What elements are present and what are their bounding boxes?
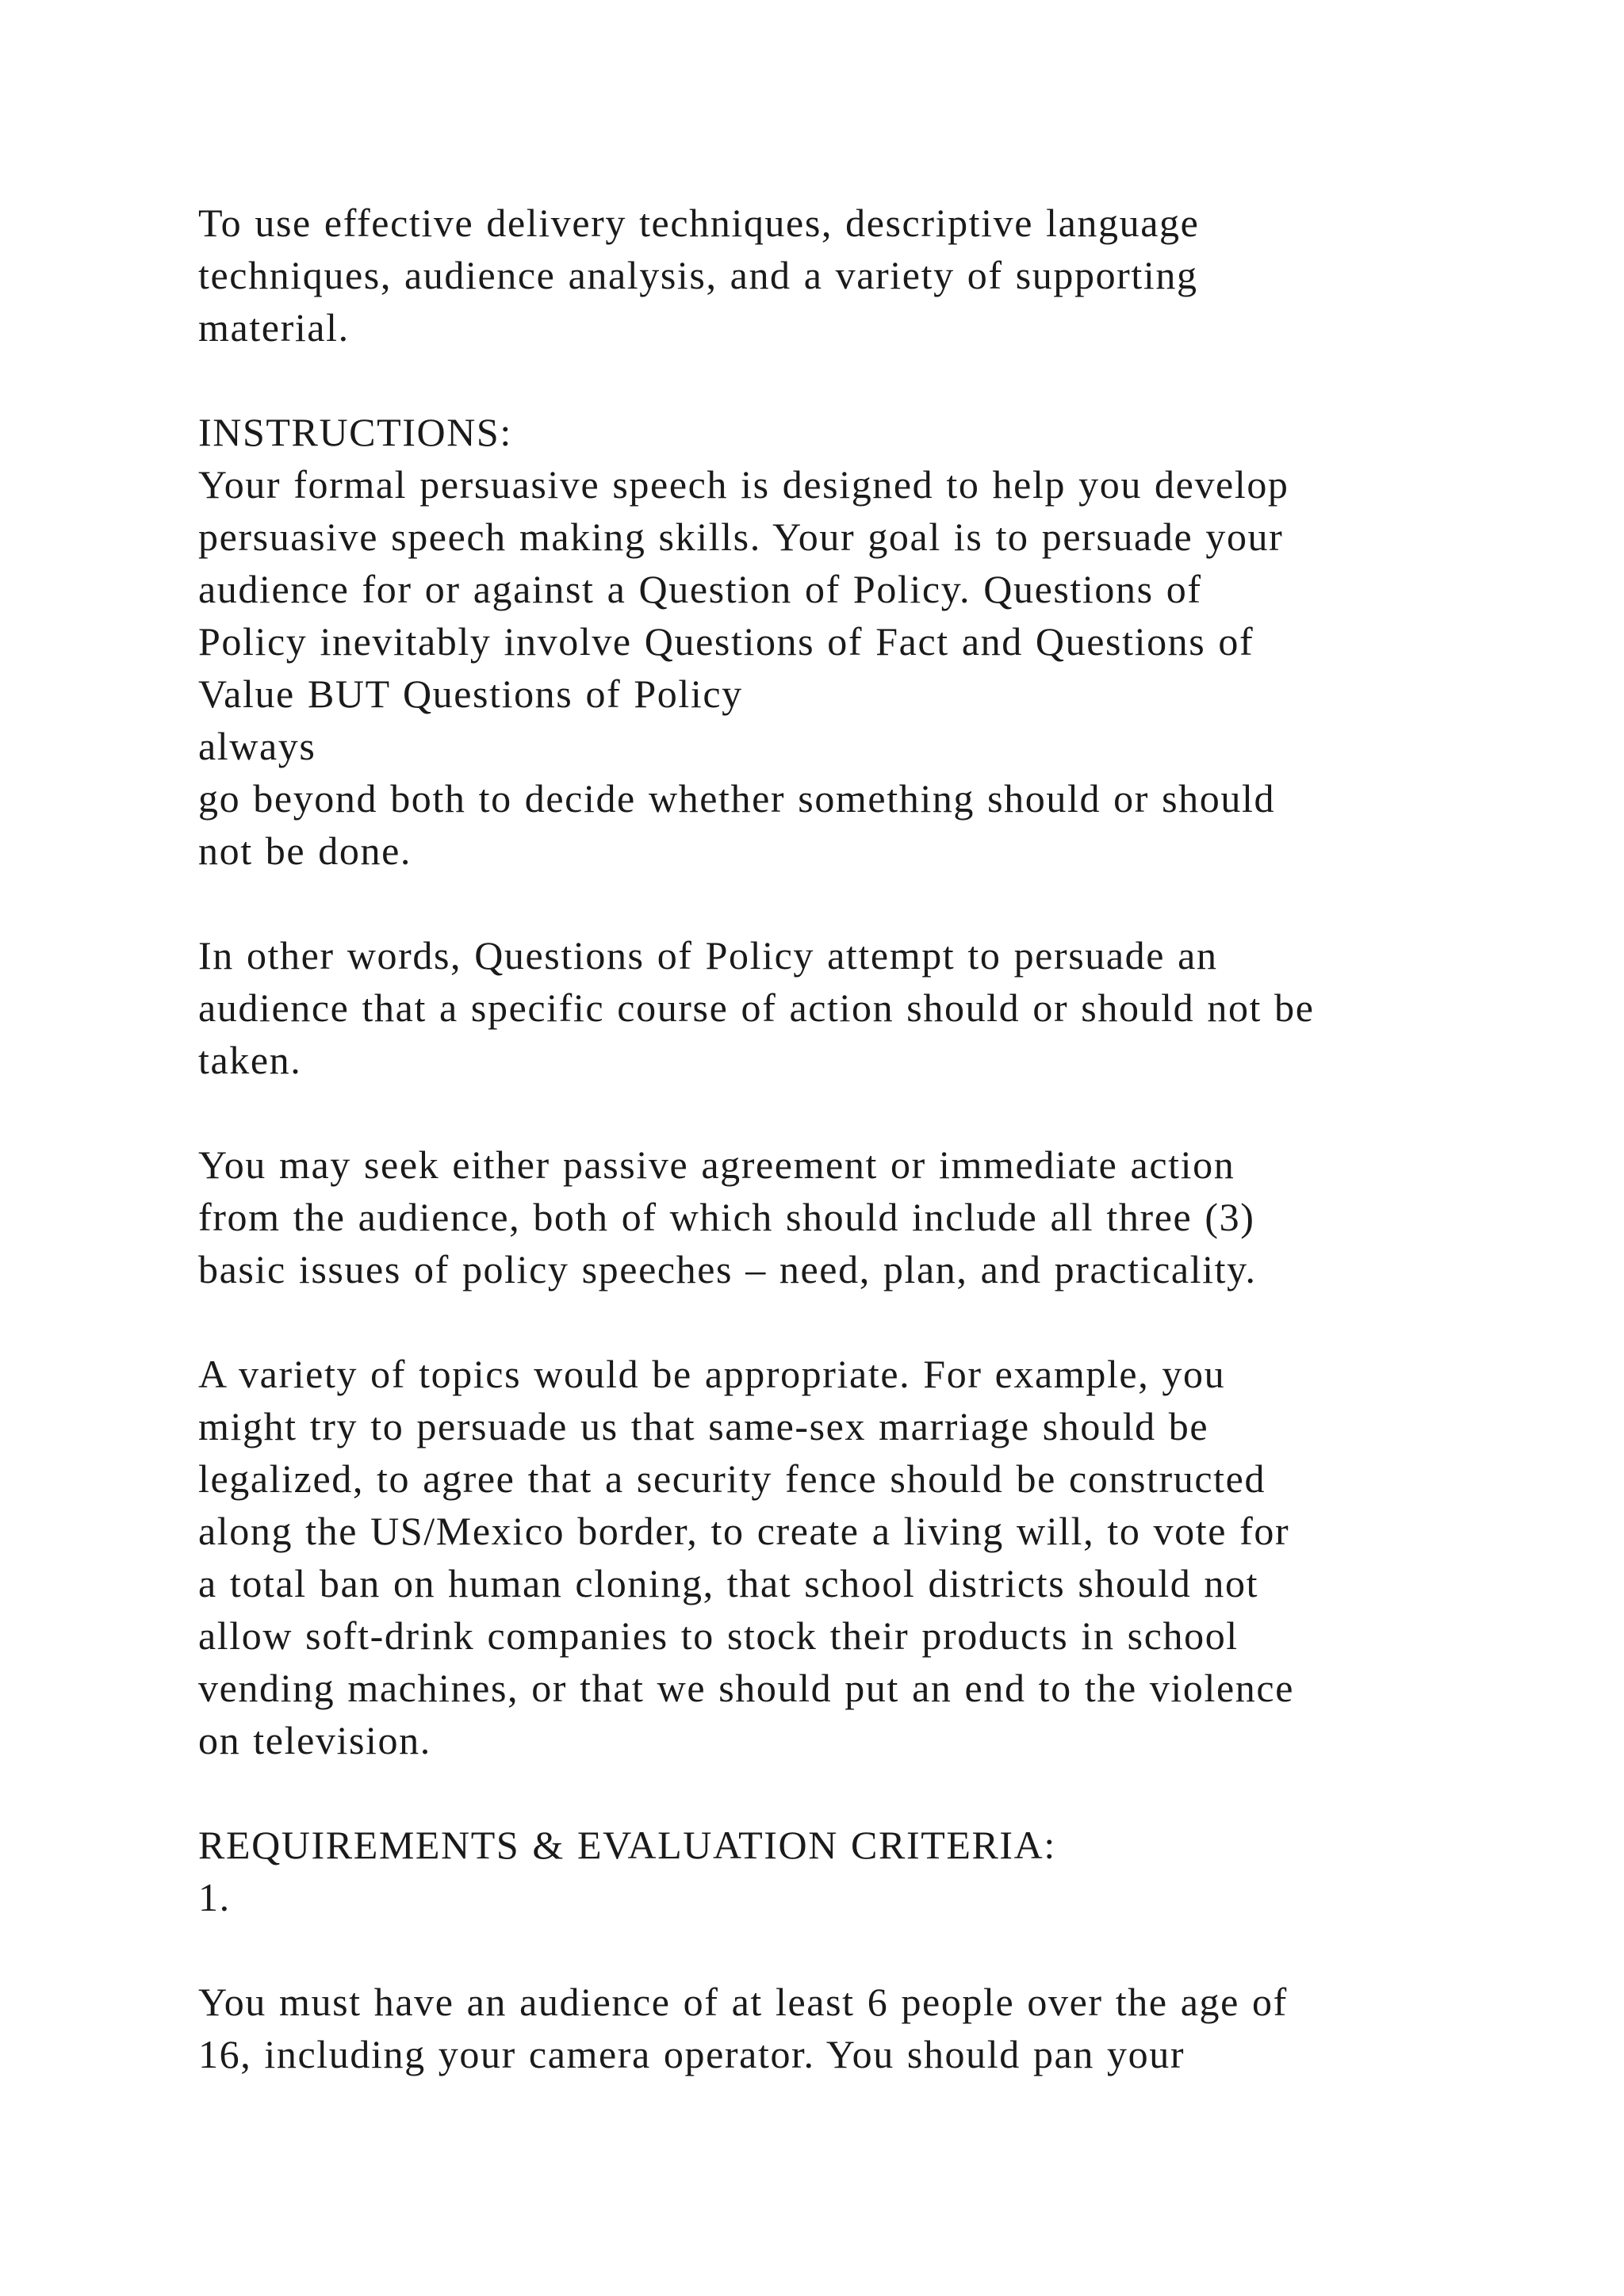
text-line: basic issues of policy speeches – need, plan, and practicality. [198, 1247, 1257, 1292]
text-line: techniques, audience analysis, and a variety of supporting [198, 253, 1198, 297]
text-line: a total ban on human cloning, that school districts should not [198, 1561, 1259, 1605]
text-line: Value BUT Questions of Policy [198, 672, 743, 716]
paragraph-spacer [198, 354, 1467, 406]
text-line: You may seek either passive agreement or immediate action [198, 1142, 1235, 1187]
instructions-paragraph [198, 458, 1467, 877]
other-words-paragraph [198, 929, 1467, 1086]
instructions-heading: INSTRUCTIONS: [198, 410, 512, 454]
topics-paragraph [198, 1348, 1467, 1766]
text-line: In other words, Questions of Policy attempt to persuade an [198, 933, 1218, 978]
paragraph-spacer [198, 1923, 1467, 1976]
text-line: taken. [198, 1038, 302, 1082]
text-line: go beyond both to decide whether something should or should [198, 776, 1276, 821]
text-line: along the US/Mexico border, to create a living will, to vote for [198, 1509, 1290, 1553]
document-body [198, 197, 1467, 2080]
paragraph-spacer [198, 1086, 1467, 1138]
agreement-paragraph [198, 1138, 1467, 1295]
text-line: Policy inevitably involve Questions of Fact and Questions of [198, 619, 1254, 664]
text-line: from the audience, both of which should include all three (3) [198, 1195, 1255, 1239]
requirement-paragraph [198, 1976, 1467, 2080]
text-line: 16, including your camera operator. You should pan your [198, 2032, 1185, 2076]
text-line: vending machines, or that we should put an end to the violence [198, 1666, 1294, 1710]
text-line: allow soft-drink companies to stock their products in school [198, 1613, 1239, 1658]
paragraph-spacer [198, 1766, 1467, 1819]
objective-paragraph [198, 197, 1467, 354]
text-line: audience for or against a Question of Policy. Questions of [198, 567, 1202, 611]
text-line: on television. [198, 1718, 431, 1762]
text-line: not be done. [198, 828, 412, 873]
text-line: legalized, to agree that a security fence should be constructed [198, 1456, 1266, 1501]
paragraph-spacer [198, 877, 1467, 929]
text-line: persuasive speech making skills. Your goal is to persuade your [198, 515, 1284, 559]
text-line: A variety of topics would be appropriate. For example, you [198, 1352, 1226, 1396]
requirement-number: 1. [198, 1875, 231, 1919]
text-line: Your formal persuasive speech is designed to help you develop [198, 462, 1289, 507]
requirements-heading: REQUIREMENTS & EVALUATION CRITERIA: [198, 1823, 1056, 1867]
paragraph-spacer [198, 1295, 1467, 1348]
text-line: You must have an audience of at least 6 people over the age of [198, 1980, 1288, 2024]
text-line: always [198, 724, 316, 768]
text-line: audience that a specific course of action should or should not be [198, 985, 1315, 1030]
text-line: To use effective delivery techniques, descriptive language [198, 201, 1200, 245]
text-line: might try to persuade us that same-sex marriage should be [198, 1404, 1209, 1448]
text-line: material. [198, 305, 350, 350]
